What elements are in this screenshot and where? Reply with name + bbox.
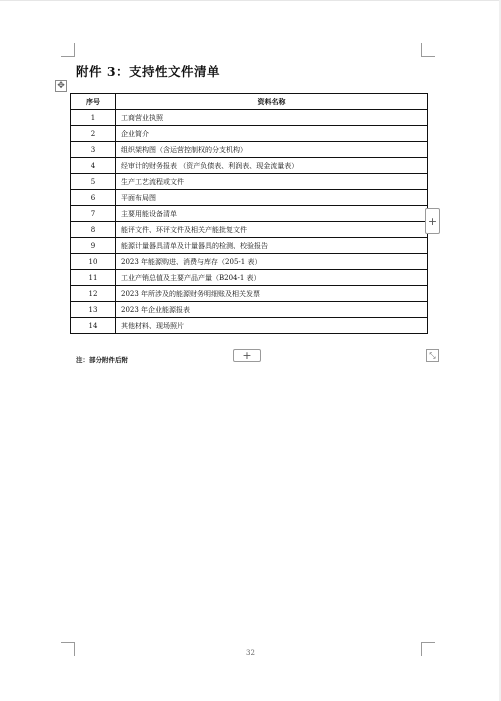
row-no: 6 <box>71 190 116 206</box>
row-name: 2023 年能源购进、消费与库存（205-1 表） <box>116 254 428 270</box>
row-no: 8 <box>71 222 116 238</box>
row-no: 4 <box>71 158 116 174</box>
row-name: 能源计量器具清单及计量器具的检测、校验报告 <box>116 238 428 254</box>
row-no: 12 <box>71 286 116 302</box>
row-no: 1 <box>71 110 116 126</box>
plus-icon: + <box>242 349 252 362</box>
table-row <box>71 206 428 222</box>
move-cross-icon: ✥ <box>57 80 65 91</box>
row-no: 7 <box>71 206 116 222</box>
table-row <box>71 158 428 174</box>
table-row <box>71 142 428 158</box>
plus-icon: + <box>427 214 438 228</box>
row-no: 2 <box>71 126 116 142</box>
table-row <box>71 110 428 126</box>
row-name: 能评文件、环评文件及相关产能批复文件 <box>116 222 428 238</box>
table-header-row <box>71 94 428 110</box>
row-no: 13 <box>71 302 116 318</box>
table-row <box>71 126 428 142</box>
table-footnote: 注：部分附件后附 <box>76 356 128 364</box>
row-no: 14 <box>71 318 116 334</box>
row-name: 组织架构图（含运营控制权的分支机构） <box>116 142 428 158</box>
row-no: 5 <box>71 174 116 190</box>
header-name: 资料名称 <box>116 94 428 110</box>
row-no: 3 <box>71 142 116 158</box>
row-name: 生产工艺流程或文件 <box>116 174 428 190</box>
row-no: 10 <box>71 254 116 270</box>
row-name: 2023 年所涉及的能源财务明细账及相关发票 <box>116 286 428 302</box>
page-number: 32 <box>246 649 255 657</box>
add-row-button[interactable] <box>233 349 261 362</box>
table-row <box>71 270 428 286</box>
table-row <box>71 302 428 318</box>
table-row <box>71 254 428 270</box>
row-name: 2023 年企业能源报表 <box>116 302 428 318</box>
row-name: 企业简介 <box>116 126 428 142</box>
crop-mark-top-left <box>61 43 75 57</box>
supporting-documents-table <box>70 93 428 334</box>
row-name: 主要用能设备清单 <box>116 206 428 222</box>
table-resize-handle[interactable] <box>426 349 439 362</box>
crop-mark-top-right <box>421 43 435 57</box>
table-row <box>71 190 428 206</box>
table-row <box>71 318 428 334</box>
row-name: 经审计的财务报表 （资产负债表、利润表、现金流量表） <box>116 158 428 174</box>
row-name: 工商营业执照 <box>116 110 428 126</box>
row-no: 9 <box>71 238 116 254</box>
table-row <box>71 286 428 302</box>
table-row <box>71 238 428 254</box>
document-title: 附件 3：支持性文件清单 <box>76 64 221 79</box>
page-top-edge <box>0 0 501 1</box>
header-no: 序号 <box>71 94 116 110</box>
table-move-handle[interactable] <box>55 80 67 92</box>
row-no: 11 <box>71 270 116 286</box>
diagonal-resize-icon: ⤡ <box>429 350 436 360</box>
add-column-button[interactable] <box>425 208 440 234</box>
row-name: 其他材料、现场照片 <box>116 318 428 334</box>
table-row <box>71 222 428 238</box>
row-name: 平面布局图 <box>116 190 428 206</box>
row-name: 工业产销总值及主要产品产量（B204-1 表） <box>116 270 428 286</box>
table-row <box>71 174 428 190</box>
